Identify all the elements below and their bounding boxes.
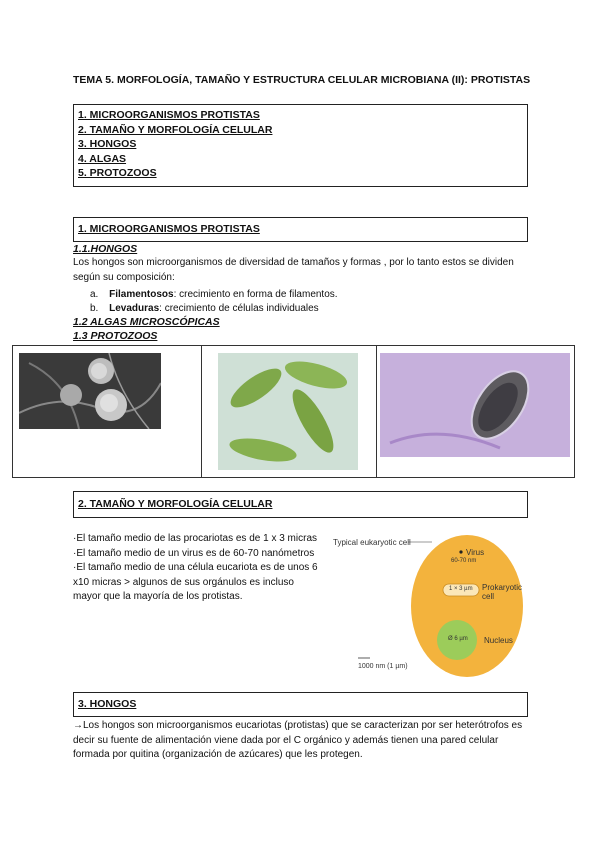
image-cell	[201, 346, 377, 477]
list-text: : crecimiento en forma de filamentos.	[173, 289, 338, 300]
section3-heading: 3. HONGOS	[78, 698, 137, 710]
toc-item: 4. ALGAS	[78, 152, 127, 165]
subheading-hongos: 1.1.HONGOS	[73, 243, 138, 255]
paramecium-micrograph	[380, 353, 570, 457]
section1-paragraph: Los hongos son microorganismos de diversidad de tamaños y formas , por lo tanto estos se dividen según su composición:	[73, 257, 514, 283]
eukaryotic-cell-label: Typical eukaryotic cell	[333, 538, 411, 547]
virus-label: Virus	[466, 548, 485, 557]
list-term: Levaduras	[109, 303, 160, 314]
section2-heading: 2. TAMAÑO Y MORFOLOGÍA CELULAR	[78, 498, 273, 510]
image-cell	[376, 346, 574, 477]
list-item	[90, 302, 319, 315]
size-line: ·El tamaño medio de una célula eucariota es de unos 6 x10 micras > algunos de sus orgánulos es incluso mayor que la mayoría de los protistas.	[73, 562, 318, 602]
list-text: : crecimiento de células individuales	[159, 303, 319, 314]
toc-item: 5. PROTOZOOS	[78, 167, 157, 179]
prokaryote-size: 1 × 3 µm	[449, 586, 473, 592]
table-of-contents	[73, 104, 528, 187]
subheading-algas: 1.2 ALGAS MICROSCÓPICAS	[73, 316, 220, 328]
cell-diagram-graphic	[330, 530, 535, 680]
section2-text	[73, 532, 323, 605]
list-marker: b.	[90, 303, 99, 314]
fungi-micrograph	[19, 353, 161, 429]
size-line: ·El tamaño medio de un virus es de 60-70 nanómetros	[73, 547, 315, 559]
prokaryotic-label: Prokaryotic cell	[482, 583, 523, 601]
cell-size-diagram	[330, 530, 535, 680]
scale-bar-label: 1000 nm (1 µm)	[358, 663, 408, 670]
toc-item: 2. TAMAÑO Y MORFOLOGÍA CELULAR	[78, 123, 273, 136]
section3-paragraph: →Los hongos son microorganismos eucariotas (protistas) que se caracterizan por ser heterótrofos es decir su fuente de alimentación viene dada por el C orgánico y además tienen una pared celular formada por quitina (organización de azúcares) que les protegen.	[73, 720, 523, 760]
subheading-protozoos: 1.3 PROTOZOOS	[73, 330, 158, 342]
list-item	[90, 288, 338, 301]
page-title: TEMA 5. MORFOLOGÍA, TAMAÑO Y ESTRUCTURA CELULAR MICROBIANA (II): PROTISTAS	[73, 74, 531, 86]
toc-item: 1. MICROORGANISMOS PROTISTAS	[78, 109, 260, 121]
nucleus-label: Nucleus	[484, 636, 513, 645]
virus-size: 60-70 nm	[451, 558, 477, 564]
list-marker: a.	[90, 289, 99, 300]
nucleus-size: Ø 6 µm	[448, 636, 468, 642]
image-table	[12, 345, 575, 478]
image-cell	[13, 346, 202, 477]
euglena-micrograph	[218, 353, 358, 470]
size-line: ·El tamaño medio de las procariotas es de 1 x 3 micras	[73, 533, 317, 544]
list-term: Filamentosos	[109, 289, 174, 300]
section1-heading-box	[73, 217, 528, 242]
toc-item: 3. HONGOS	[78, 138, 137, 150]
section2-heading-box	[73, 491, 528, 518]
section1-heading: 1. MICROORGANISMOS PROTISTAS	[78, 223, 260, 235]
section3-heading-box	[73, 692, 528, 717]
